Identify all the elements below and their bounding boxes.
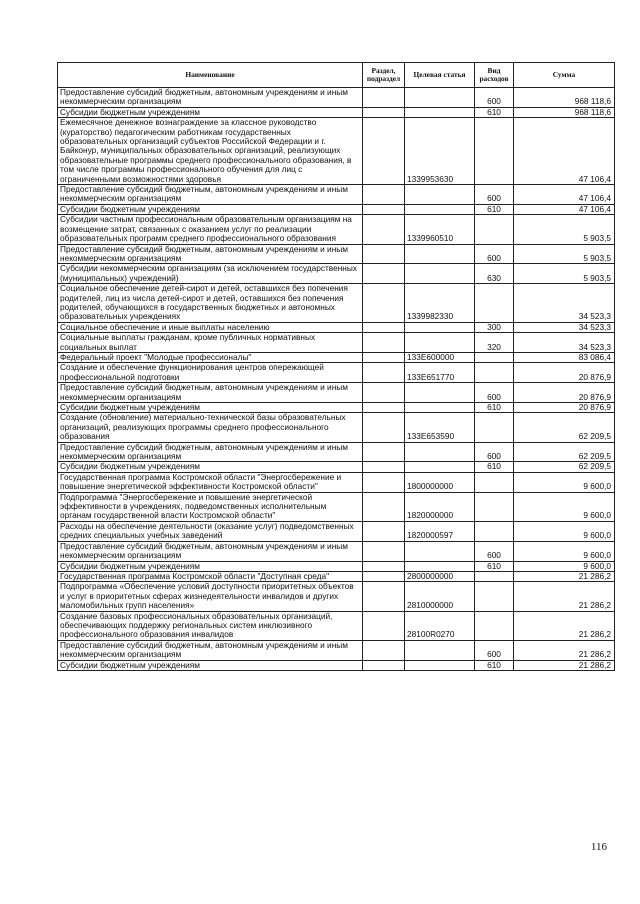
cell-target: 133Е600000 bbox=[405, 352, 475, 362]
cell-expense-type bbox=[475, 611, 514, 640]
cell-target bbox=[405, 333, 475, 353]
cell-expense-type: 610 bbox=[475, 403, 514, 413]
table-row bbox=[58, 640, 615, 660]
header-name: Наименование bbox=[58, 63, 363, 88]
cell-section bbox=[363, 541, 405, 561]
cell-target bbox=[405, 462, 475, 472]
table-row bbox=[58, 582, 615, 611]
cell-amount: 34 523,3 bbox=[514, 322, 615, 332]
cell-target: 133Е653590 bbox=[405, 413, 475, 442]
cell-expense-type bbox=[475, 413, 514, 442]
table-row bbox=[58, 204, 615, 214]
cell-amount: 34 523,3 bbox=[514, 333, 615, 353]
cell-name: Государственная программа Костромской области "Энергосбережение и повышение энергетической эффективности Костромской области" bbox=[58, 472, 363, 492]
cell-name: Создание базовых профессиональных образовательных организаций, обеспечивающих поддержку региональных систем инклюзивного профессионального образования инвалидов bbox=[58, 611, 363, 640]
cell-amount: 47 106,4 bbox=[514, 204, 615, 214]
cell-target bbox=[405, 442, 475, 462]
cell-amount: 968 118,6 bbox=[514, 107, 615, 117]
cell-name: Создание и обеспечение функционирования центров опережающей профессиональной подготовки bbox=[58, 363, 363, 383]
cell-amount: 62 209,5 bbox=[514, 442, 615, 462]
table-row bbox=[58, 492, 615, 521]
cell-section bbox=[363, 442, 405, 462]
cell-amount: 5 903,5 bbox=[514, 264, 615, 284]
table-row bbox=[58, 88, 615, 108]
cell-name: Государственная программа Костромской области "Доступная среда" bbox=[58, 571, 363, 581]
cell-expense-type: 600 bbox=[475, 383, 514, 403]
cell-name: Предоставление субсидий бюджетным, автономным учреждениям и иным некоммерческим организациям bbox=[58, 244, 363, 264]
cell-target bbox=[405, 264, 475, 284]
cell-section bbox=[363, 521, 405, 541]
cell-expense-type: 300 bbox=[475, 322, 514, 332]
cell-target bbox=[405, 107, 475, 117]
cell-target bbox=[405, 541, 475, 561]
cell-name: Предоставление субсидий бюджетным, автономным учреждениям и иным некоммерческим организациям bbox=[58, 442, 363, 462]
budget-table bbox=[57, 62, 615, 671]
header-section: Раздел, подраздел bbox=[363, 63, 405, 88]
table-row bbox=[58, 462, 615, 472]
cell-target bbox=[405, 204, 475, 214]
cell-expense-type: 600 bbox=[475, 541, 514, 561]
cell-section bbox=[363, 185, 405, 205]
cell-section bbox=[363, 561, 405, 571]
cell-section bbox=[363, 215, 405, 244]
cell-name: Субсидии бюджетным учреждениям bbox=[58, 403, 363, 413]
cell-section bbox=[363, 660, 405, 670]
cell-expense-type bbox=[475, 571, 514, 581]
cell-section bbox=[363, 472, 405, 492]
cell-expense-type: 600 bbox=[475, 185, 514, 205]
cell-section bbox=[363, 352, 405, 362]
cell-expense-type: 600 bbox=[475, 88, 514, 108]
cell-target: 1339960510 bbox=[405, 215, 475, 244]
cell-name: Субсидии бюджетным учреждениям bbox=[58, 107, 363, 117]
cell-amount: 47 106,4 bbox=[514, 118, 615, 185]
cell-amount: 20 876,9 bbox=[514, 403, 615, 413]
cell-amount: 20 876,9 bbox=[514, 363, 615, 383]
cell-name: Социальные выплаты гражданам, кроме публичных нормативных социальных выплат bbox=[58, 333, 363, 353]
table-row bbox=[58, 185, 615, 205]
cell-expense-type bbox=[475, 521, 514, 541]
cell-expense-type: 600 bbox=[475, 442, 514, 462]
header-amount: Сумма bbox=[514, 63, 615, 88]
cell-amount: 5 903,5 bbox=[514, 244, 615, 264]
table-row bbox=[58, 215, 615, 244]
cell-section bbox=[363, 383, 405, 403]
cell-expense-type: 320 bbox=[475, 333, 514, 353]
cell-expense-type bbox=[475, 472, 514, 492]
cell-name: Предоставление субсидий бюджетным, автономным учреждениям и иным некоммерческим организациям bbox=[58, 88, 363, 108]
cell-section bbox=[363, 403, 405, 413]
table-row bbox=[58, 363, 615, 383]
cell-name: Подпрограмма "Энергосбережение и повышение энергетической эффективности в учреждениях, подведомственных исполнительным органам государственной власти Костромской области" bbox=[58, 492, 363, 521]
cell-amount: 21 286,2 bbox=[514, 640, 615, 660]
cell-section bbox=[363, 640, 405, 660]
cell-section bbox=[363, 582, 405, 611]
cell-amount: 9 600,0 bbox=[514, 521, 615, 541]
cell-target: 28100R0270 bbox=[405, 611, 475, 640]
cell-name: Субсидии некоммерческим организациям (за исключением государственных (муниципальных) учреждений) bbox=[58, 264, 363, 284]
cell-expense-type bbox=[475, 284, 514, 323]
cell-name: Предоставление субсидий бюджетным, автономным учреждениям и иным некоммерческим организациям bbox=[58, 541, 363, 561]
cell-amount: 83 086,4 bbox=[514, 352, 615, 362]
cell-name: Ежемесячное денежное вознаграждение за классное руководство (кураторство) педагогическим работникам государственных образовательных организаций субъектов Российской Федерации и г. Байконур, муниципальных образовательных организаций, реализующих образовательные программы среднего профессионального образования, в том числе программы профессионального обучения для лиц с ограниченными возможностями здоровья bbox=[58, 118, 363, 185]
cell-name: Субсидии бюджетным учреждениям bbox=[58, 204, 363, 214]
cell-target: 2800000000 bbox=[405, 571, 475, 581]
cell-expense-type bbox=[475, 215, 514, 244]
cell-amount: 21 286,2 bbox=[514, 582, 615, 611]
cell-amount: 9 600,0 bbox=[514, 561, 615, 571]
header-row bbox=[58, 63, 615, 88]
cell-section bbox=[363, 88, 405, 108]
cell-amount: 9 600,0 bbox=[514, 541, 615, 561]
table-row bbox=[58, 333, 615, 353]
cell-name: Федеральный проект "Молодые профессионалы" bbox=[58, 352, 363, 362]
cell-target bbox=[405, 322, 475, 332]
table-row bbox=[58, 442, 615, 462]
cell-expense-type: 610 bbox=[475, 660, 514, 670]
cell-expense-type bbox=[475, 582, 514, 611]
table-row bbox=[58, 244, 615, 264]
cell-name: Предоставление субсидий бюджетным, автономным учреждениям и иным некоммерческим организациям bbox=[58, 383, 363, 403]
cell-section bbox=[363, 204, 405, 214]
cell-section bbox=[363, 118, 405, 185]
cell-amount: 34 523,3 bbox=[514, 284, 615, 323]
cell-section bbox=[363, 413, 405, 442]
cell-target bbox=[405, 244, 475, 264]
cell-amount: 21 286,2 bbox=[514, 611, 615, 640]
cell-target bbox=[405, 403, 475, 413]
table-row bbox=[58, 107, 615, 117]
cell-expense-type bbox=[475, 118, 514, 185]
table-row bbox=[58, 284, 615, 323]
cell-target: 1339982330 bbox=[405, 284, 475, 323]
page-number: 116 bbox=[590, 841, 607, 853]
cell-expense-type: 630 bbox=[475, 264, 514, 284]
cell-section bbox=[363, 322, 405, 332]
cell-name: Субсидии бюджетным учреждениям bbox=[58, 561, 363, 571]
cell-expense-type: 610 bbox=[475, 462, 514, 472]
cell-target: 1820000000 bbox=[405, 492, 475, 521]
table-row bbox=[58, 521, 615, 541]
cell-target bbox=[405, 88, 475, 108]
cell-name: Субсидии бюджетным учреждениям bbox=[58, 462, 363, 472]
cell-amount: 21 286,2 bbox=[514, 660, 615, 670]
cell-section bbox=[363, 363, 405, 383]
header-expense-type: Вид расходов bbox=[475, 63, 514, 88]
cell-target bbox=[405, 383, 475, 403]
table-row bbox=[58, 660, 615, 670]
cell-target bbox=[405, 185, 475, 205]
table-row bbox=[58, 383, 615, 403]
cell-amount: 62 209,5 bbox=[514, 413, 615, 442]
cell-section bbox=[363, 462, 405, 472]
cell-amount: 20 876,9 bbox=[514, 383, 615, 403]
cell-section bbox=[363, 492, 405, 521]
cell-name: Создание (обновление) материально-технической базы образовательных организаций, реализующих программы среднего профессионального образования bbox=[58, 413, 363, 442]
cell-expense-type: 600 bbox=[475, 640, 514, 660]
cell-amount: 5 903,5 bbox=[514, 215, 615, 244]
cell-section bbox=[363, 284, 405, 323]
cell-amount: 21 286,2 bbox=[514, 571, 615, 581]
table-row bbox=[58, 264, 615, 284]
cell-name: Социальное обеспечение детей-сирот и детей, оставшихся без попечения родителей, лиц из числа детей-сирот и детей, оставшихся без попечения родителей, обучающихся в государственных бюджетных и автономных образовательных учреждениях bbox=[58, 284, 363, 323]
cell-target: 1800000000 bbox=[405, 472, 475, 492]
cell-section bbox=[363, 611, 405, 640]
cell-section bbox=[363, 571, 405, 581]
cell-name: Социальное обеспечение и иные выплаты населению bbox=[58, 322, 363, 332]
cell-name: Предоставление субсидий бюджетным, автономным учреждениям и иным некоммерческим организациям bbox=[58, 640, 363, 660]
cell-target bbox=[405, 660, 475, 670]
cell-section bbox=[363, 107, 405, 117]
cell-amount: 9 600,0 bbox=[514, 492, 615, 521]
table-row bbox=[58, 352, 615, 362]
cell-expense-type bbox=[475, 363, 514, 383]
table-row bbox=[58, 118, 615, 185]
cell-expense-type: 610 bbox=[475, 561, 514, 571]
table-row bbox=[58, 403, 615, 413]
cell-target: 1339953630 bbox=[405, 118, 475, 185]
cell-name: Подпрограмма «Обеспечение условий доступности приоритетных объектов и услуг в приоритетных сферах жизнедеятельности инвалидов и других маломобильных групп населения» bbox=[58, 582, 363, 611]
cell-target bbox=[405, 561, 475, 571]
cell-section bbox=[363, 244, 405, 264]
cell-target: 133Е651770 bbox=[405, 363, 475, 383]
cell-name: Субсидии бюджетным учреждениям bbox=[58, 660, 363, 670]
cell-name: Субсидии частным профессиональным образовательным организациям на возмещение затрат, связанных с оказанием услуг по реализации образовательных программ среднего профессионального образования bbox=[58, 215, 363, 244]
cell-target: 1820000597 bbox=[405, 521, 475, 541]
table-row bbox=[58, 541, 615, 561]
table-row bbox=[58, 413, 615, 442]
cell-expense-type: 610 bbox=[475, 204, 514, 214]
cell-expense-type bbox=[475, 352, 514, 362]
table-header bbox=[58, 63, 615, 88]
table-row bbox=[58, 322, 615, 332]
cell-section bbox=[363, 333, 405, 353]
cell-expense-type bbox=[475, 492, 514, 521]
cell-name: Расходы на обеспечение деятельности (оказание услуг) подведомственных средних специальных учебных заведений bbox=[58, 521, 363, 541]
header-target: Целевая статья bbox=[405, 63, 475, 88]
table-row bbox=[58, 571, 615, 581]
table-row bbox=[58, 472, 615, 492]
cell-target: 2810000000 bbox=[405, 582, 475, 611]
cell-amount: 9 600,0 bbox=[514, 472, 615, 492]
table-row bbox=[58, 611, 615, 640]
table-row bbox=[58, 561, 615, 571]
cell-amount: 62 209,5 bbox=[514, 462, 615, 472]
cell-amount: 47 106,4 bbox=[514, 185, 615, 205]
cell-name: Предоставление субсидий бюджетным, автономным учреждениям и иным некоммерческим организациям bbox=[58, 185, 363, 205]
cell-target bbox=[405, 640, 475, 660]
cell-amount: 968 118,6 bbox=[514, 88, 615, 108]
table-body bbox=[58, 88, 615, 671]
cell-expense-type: 600 bbox=[475, 244, 514, 264]
cell-section bbox=[363, 264, 405, 284]
cell-expense-type: 610 bbox=[475, 107, 514, 117]
